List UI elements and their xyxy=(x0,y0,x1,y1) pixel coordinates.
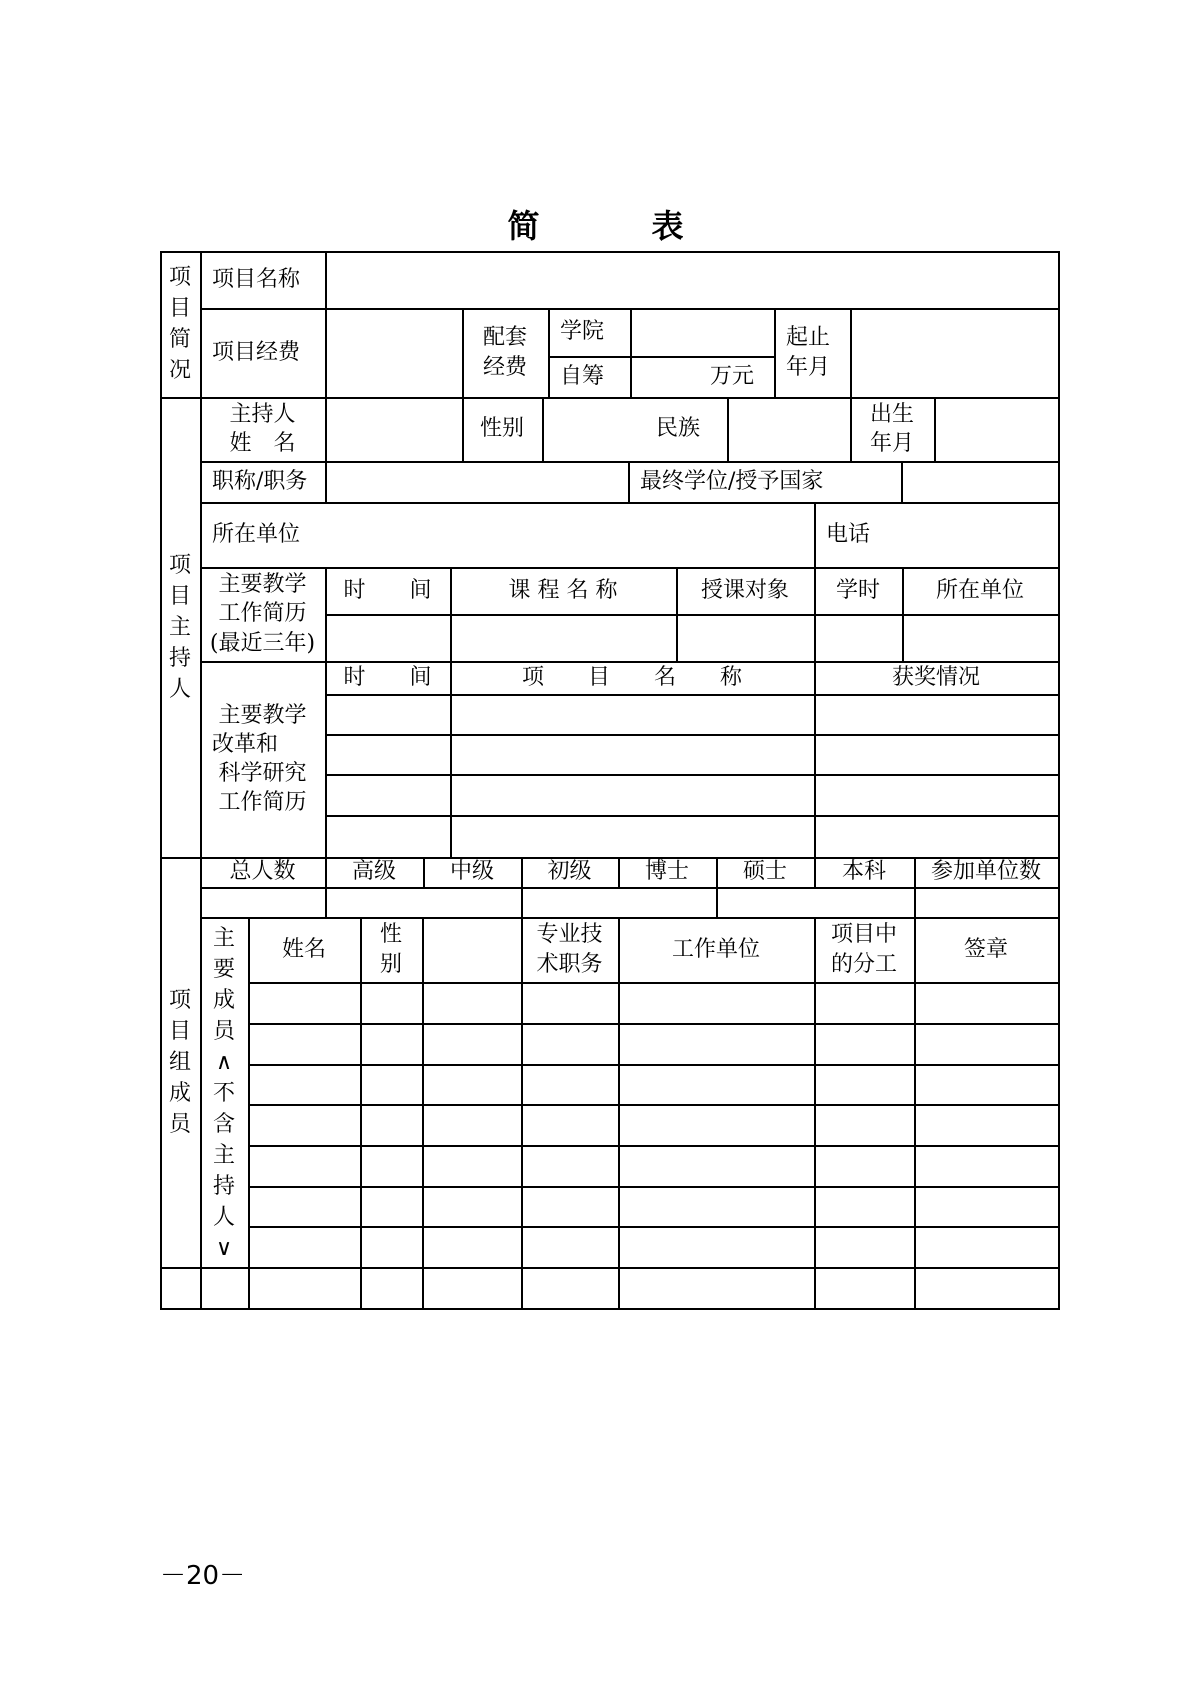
members-section-label: 项 目 组 成 员 xyxy=(168,987,191,1137)
project-overview-section-label: 项 目 简 况 xyxy=(168,265,191,383)
members-header-name: 姓名 xyxy=(281,936,326,962)
stats-header-master: 硕士 xyxy=(742,859,787,885)
project-funding-label: 项目经费 xyxy=(212,339,301,365)
college-funding-field[interactable] xyxy=(630,308,774,356)
members-header-signature: 签章 xyxy=(963,936,1008,962)
teaching-header-course: 课 程 名 称 xyxy=(508,577,618,603)
teaching-header-hours: 学时 xyxy=(835,577,880,603)
period-field[interactable] xyxy=(850,308,1058,397)
teaching-header-unit: 所在单位 xyxy=(935,577,1024,603)
birth-field[interactable] xyxy=(934,397,1058,461)
members-header-gender: 性 别 xyxy=(379,922,402,977)
members-header-title: 专业技 术职务 xyxy=(536,922,603,977)
title-label: 职称/职务 xyxy=(212,468,308,494)
research-header-awards: 获奖情况 xyxy=(891,664,980,690)
stats-header-units: 参加单位数 xyxy=(930,859,1041,885)
teaching-header-time: 时 间 xyxy=(343,577,432,603)
host-name-field[interactable] xyxy=(325,397,462,461)
degree-label: 最终学位/授予国家 xyxy=(640,468,824,494)
teaching-header-audience: 授课对象 xyxy=(700,577,789,603)
birth-label: 出生 年月 xyxy=(869,401,914,456)
self-raised-unit[interactable]: 万元 xyxy=(709,363,754,389)
stats-header-intermediate: 中级 xyxy=(449,859,494,885)
ethnicity-label: 民族 xyxy=(655,416,700,442)
self-raised-label: 自筹 xyxy=(560,363,605,389)
stats-header-bachelor: 本科 xyxy=(841,859,886,885)
page-number: －20－ xyxy=(160,1561,246,1591)
title-field[interactable] xyxy=(325,461,628,502)
stats-header-senior: 高级 xyxy=(351,859,396,885)
members-header-role: 项目中 的分工 xyxy=(830,922,897,977)
gender-field[interactable] xyxy=(542,397,629,461)
research-label: 主要教学 改革和 科学研究 工作简历 xyxy=(212,702,307,816)
research-header-project: 项 目 名 称 xyxy=(521,664,742,690)
ethnicity-field[interactable] xyxy=(727,397,850,461)
stats-header-phd: 博士 xyxy=(644,859,689,885)
research-header-time: 时 间 xyxy=(343,664,432,690)
project-name-field[interactable] xyxy=(325,251,1058,308)
host-name-label: 主持人 姓 名 xyxy=(229,401,296,456)
degree-field[interactable] xyxy=(901,461,1058,502)
stats-header-junior: 初级 xyxy=(547,859,592,885)
host-section-label: 项 目 主 持 人 xyxy=(168,552,191,702)
period-label: 起止 年月 xyxy=(786,325,831,380)
main-members-label: 主 要 成 员 ∧ 不 含 主 持 人 ∨ xyxy=(212,925,235,1261)
stats-header-total: 总人数 xyxy=(229,859,296,885)
project-funding-field[interactable] xyxy=(325,308,462,397)
page-title: 简 表 xyxy=(507,207,724,245)
unit-label: 所在单位 xyxy=(212,521,301,547)
college-label: 学院 xyxy=(560,319,605,345)
teaching-label: 主要教学 工作简历 (最近三年) xyxy=(209,572,316,656)
project-name-label: 项目名称 xyxy=(212,266,301,292)
phone-label: 电话 xyxy=(826,521,871,547)
gender-label: 性别 xyxy=(479,416,524,442)
members-header-unit: 工作单位 xyxy=(671,936,760,962)
summary-form-table xyxy=(160,251,1060,1310)
matching-funding-label: 配套 经费 xyxy=(482,325,527,380)
